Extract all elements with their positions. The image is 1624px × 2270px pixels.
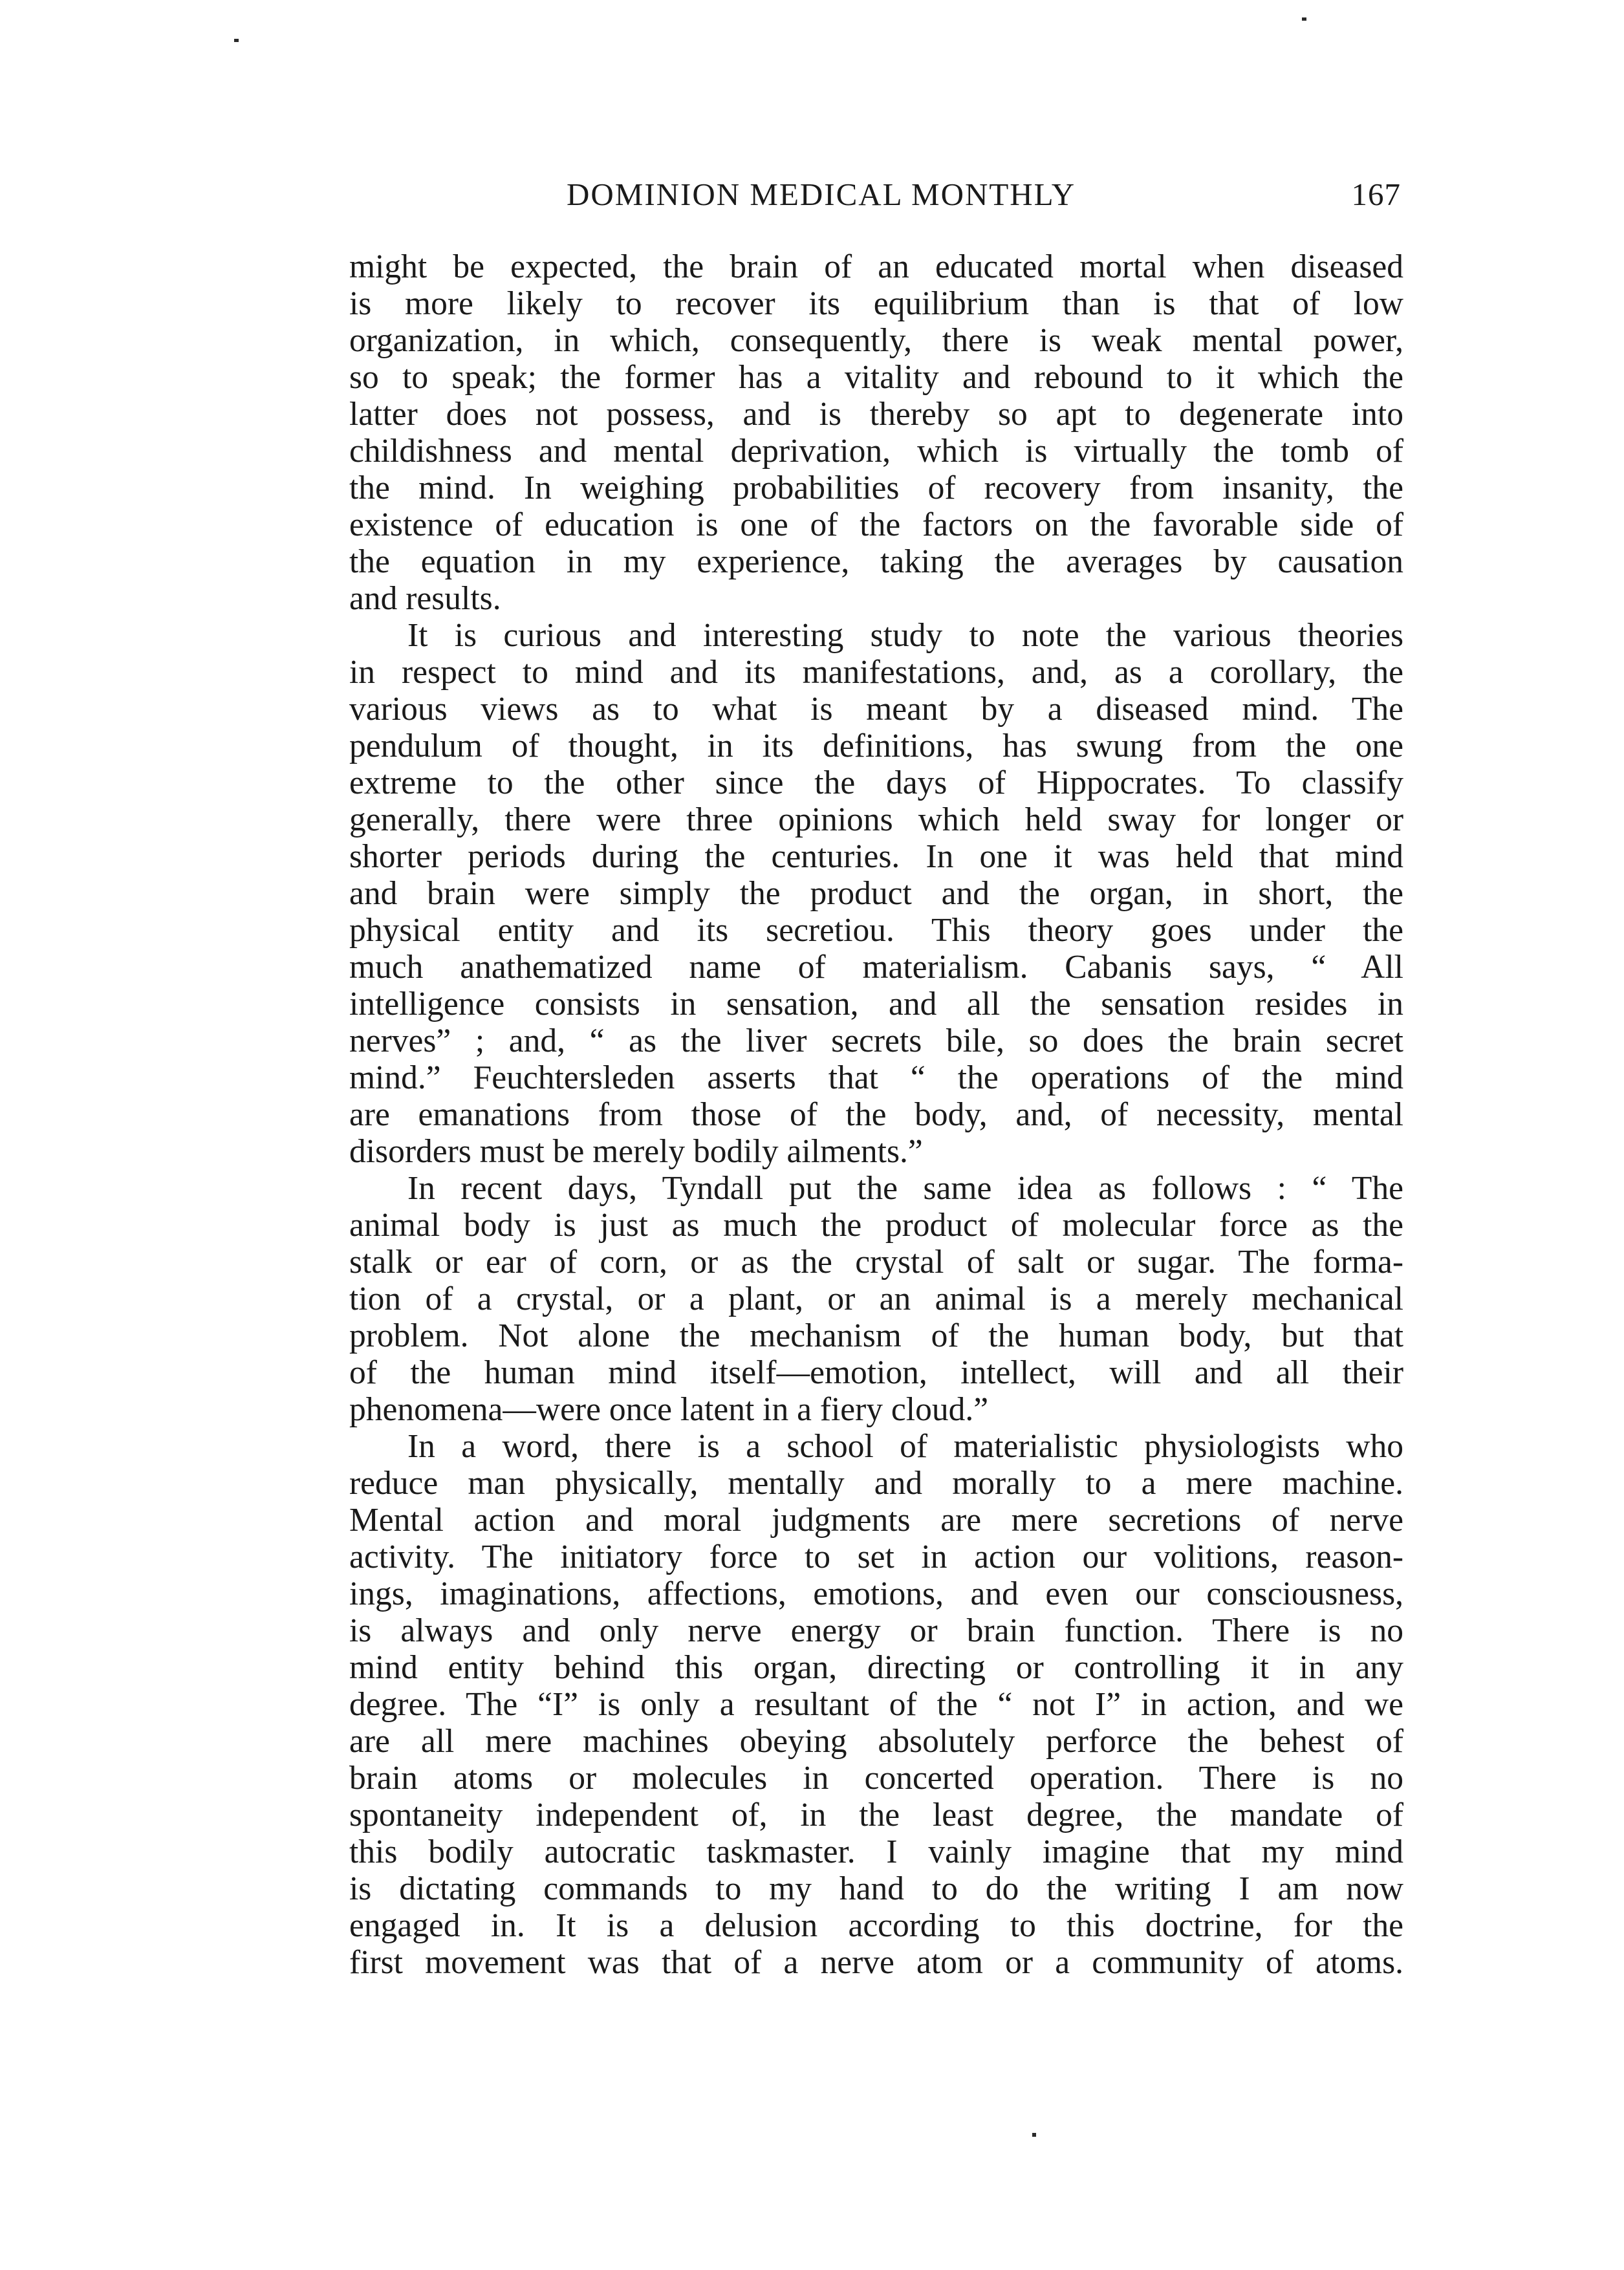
text-line: degree. The “I” is only a resultant of the “ not I” in action, and we bbox=[349, 1686, 1403, 1723]
scan-speck bbox=[234, 39, 239, 42]
text-line: and brain were simply the product and the organ, in short, the bbox=[349, 875, 1403, 912]
text-line: nerves” ; and, “ as the liver secrets bile, so does the brain secret bbox=[349, 1022, 1403, 1059]
text-line: disorders must be merely bodily ailments.” bbox=[349, 1133, 923, 1170]
text-line: ings, imaginations, affections, emotions, and even our consciousness, bbox=[349, 1575, 1403, 1612]
text-line: organization, in which, consequently, there is weak mental power, bbox=[349, 322, 1403, 359]
running-header bbox=[349, 176, 1403, 221]
text-line: are all mere machines obeying absolutely perforce the behest of bbox=[349, 1723, 1403, 1760]
body-text bbox=[349, 248, 1403, 1981]
text-line: In recent days, Tyndall put the same idea as follows : “ The bbox=[407, 1170, 1403, 1207]
text-line: this bodily autocratic taskmaster. I vainly imagine that my mind bbox=[349, 1833, 1403, 1870]
text-line: reduce man physically, mentally and morally to a mere machine. bbox=[349, 1465, 1403, 1502]
text-line: mind.” Feuchtersleden asserts that “ the operations of the mind bbox=[349, 1059, 1403, 1096]
text-line: existence of education is one of the factors on the favorable side of bbox=[349, 506, 1403, 543]
text-line: tion of a crystal, or a plant, or an animal is a merely mechanical bbox=[349, 1281, 1403, 1317]
text-line: problem. Not alone the mechanism of the human body, but that bbox=[349, 1317, 1403, 1354]
text-line: is more likely to recover its equilibrium than is that of low bbox=[349, 285, 1403, 322]
text-line: latter does not possess, and is thereby so apt to degenerate into bbox=[349, 396, 1403, 433]
text-line: the mind. In weighing probabilities of recovery from insanity, the bbox=[349, 470, 1403, 506]
scan-speck bbox=[1302, 17, 1306, 21]
text-line: activity. The initiatory force to set in action our volitions, reason- bbox=[349, 1539, 1403, 1575]
running-title: DOMINION MEDICAL MONTHLY bbox=[567, 177, 1076, 212]
text-line: It is curious and interesting study to note the various theories bbox=[407, 617, 1403, 654]
text-line: extreme to the other since the days of Hippocrates. To classify bbox=[349, 764, 1403, 801]
text-line: engaged in. It is a delusion according to this doctrine, for the bbox=[349, 1907, 1403, 1944]
text-line: the equation in my experience, taking the averages by causation bbox=[349, 543, 1403, 580]
paragraph bbox=[349, 248, 1403, 617]
text-line: spontaneity independent of, in the least degree, the mandate of bbox=[349, 1797, 1403, 1833]
text-line: physical entity and its secretiou. This theory goes under the bbox=[349, 912, 1403, 949]
text-line: brain atoms or molecules in concerted operation. There is no bbox=[349, 1760, 1403, 1797]
text-line: first movement was that of a nerve atom or a community of atoms. bbox=[349, 1944, 1403, 1981]
text-line: stalk or ear of corn, or as the crystal of salt or sugar. The forma- bbox=[349, 1244, 1403, 1281]
text-line: and results. bbox=[349, 580, 501, 617]
scan-speck bbox=[1032, 2133, 1036, 2137]
paragraph bbox=[349, 1170, 1403, 1428]
text-line: shorter periods during the centuries. In one it was held that mind bbox=[349, 838, 1403, 875]
text-line: phenomena—were once latent in a fiery cloud.” bbox=[349, 1391, 989, 1428]
text-line: of the human mind itself—emotion, intellect, will and all their bbox=[349, 1354, 1403, 1391]
text-line: much anathematized name of materialism. Cabanis says, “ All bbox=[349, 949, 1403, 986]
text-line: generally, there were three opinions which held sway for longer or bbox=[349, 801, 1403, 838]
text-line: intelligence consists in sensation, and all the sensation resides in bbox=[349, 986, 1403, 1022]
paragraph bbox=[349, 1428, 1403, 1981]
text-line: might be expected, the brain of an educated mortal when diseased bbox=[349, 248, 1403, 285]
paragraph bbox=[349, 617, 1403, 1170]
text-line: is always and only nerve energy or brain function. There is no bbox=[349, 1612, 1403, 1649]
text-line: is dictating commands to my hand to do the writing I am now bbox=[349, 1870, 1403, 1907]
text-line: pendulum of thought, in its definitions, has swung from the one bbox=[349, 728, 1403, 764]
text-line: In a word, there is a school of materialistic physiologists who bbox=[407, 1428, 1403, 1465]
text-line: so to speak; the former has a vitality and rebound to it which the bbox=[349, 359, 1403, 396]
text-line: Mental action and moral judgments are mere secretions of nerve bbox=[349, 1502, 1403, 1539]
page-number: 167 bbox=[1351, 177, 1401, 212]
text-line: mind entity behind this organ, directing or controlling it in any bbox=[349, 1649, 1403, 1686]
text-line: various views as to what is meant by a diseased mind. The bbox=[349, 691, 1403, 728]
text-line: in respect to mind and its manifestations, and, as a corollary, the bbox=[349, 654, 1403, 691]
text-line: are emanations from those of the body, and, of necessity, mental bbox=[349, 1096, 1403, 1133]
text-line: childishness and mental deprivation, which is virtually the tomb of bbox=[349, 433, 1403, 470]
text-line: animal body is just as much the product of molecular force as the bbox=[349, 1207, 1403, 1244]
